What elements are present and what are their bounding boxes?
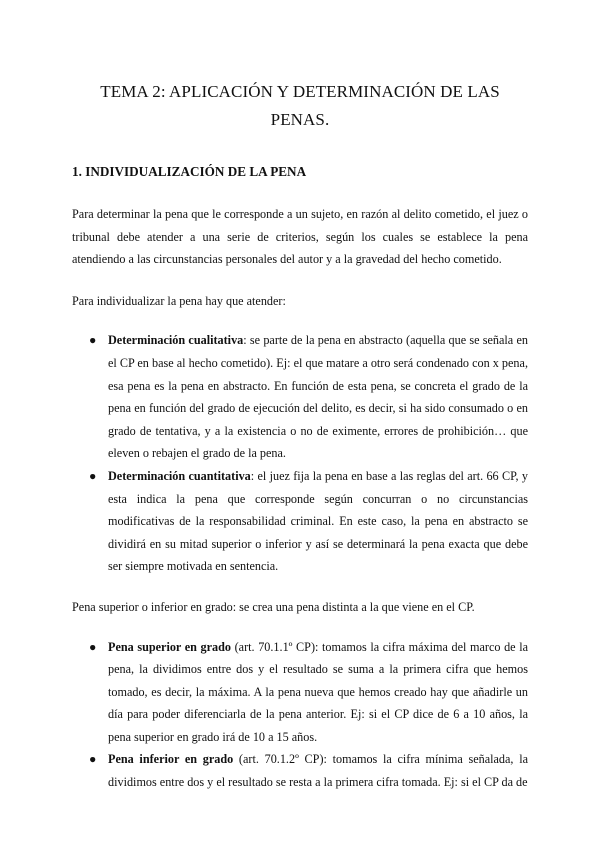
list-item-term: Pena inferior en grado [108,752,234,767]
degree-list [72,636,528,794]
determination-list [72,329,528,578]
list-item-text: : el juez fija la pena en base a las reglas del art. 66 CP, y esta indica la pena que corresponde según concurran o no circunstancias modificativas de la responsabilidad criminal. En este caso, la pena en abstracto se dividirá en su mitad superior o inferior y así se determinará la pena exacta que debe ser siempre motivada en sentencia. [108,468,528,574]
list-intro-paragraph: Para individualizar la pena hay que atender: [72,293,286,308]
section-heading: 1. INDIVIDUALIZACIÓN DE LA PENA [72,164,307,179]
intro-paragraph: Para determinar la pena que le corresponde a un sujeto, en razón al delito cometido, el juez o tribunal debe atender a una serie de criterios, según los cuales se establece la pena atendiendo a las circunstancias personales del autor y a la gravedad del hecho cometido. [72,207,528,267]
list-item-text: : se parte de la pena en abstracto (aquella que se señala en el CP en base al hecho cometido). Ej: el que matare a otro será condenado con x pena, esa pena es la pena en abstracto. En función de esta pena, se concreta el grado de la pena en función del grado de ejecución del delito, es decir, si ha sido consumado o en grado de tentativa, y a la existencia o no de eximente, errores de prohibición… que eleven o rebajen el grado de la pena. [108,333,528,461]
document-page [72,78,528,794]
degree-paragraph: Pena superior o inferior en grado: se crea una pena distinta a la que viene en el CP. [72,599,475,614]
bullet-icon: ● [89,468,97,483]
bullet-icon: ● [89,333,97,348]
list-item-term: Determinación cuantitativa [108,468,251,483]
list-item [72,329,528,465]
list-item-text: (art. 70.1.2º CP): tomamos la cifra mínima señalada, la dividimos entre dos y el resultado se resta a la primera cifra tomada. Ej: si el CP da de [108,752,528,790]
list-item [72,636,528,749]
bullet-icon: ● [89,752,97,767]
bullet-icon: ● [89,639,97,654]
list-item-term: Pena superior en grado [108,639,232,654]
list-item-term: Determinación cualitativa [108,333,244,348]
list-item [72,465,528,578]
list-item [72,748,528,793]
document-title: TEMA 2: APLICACIÓN Y DETERMINACIÓN DE LAS PENAS. [100,82,500,129]
list-item-text: (art. 70.1.1º CP): tomamos la cifra máxima del marco de la pena, la dividimos entre dos y el resultado se suma a la primera cifra que hemos tomado, es decir, la máxima. A la pena nueva que hemos creado hay que añadirle un día para poder diferenciarla de la pena anterior. Ej: si el CP dice de 6 a 10 años, la pena superior en grado irá de 10 a 15 años. [108,639,529,744]
